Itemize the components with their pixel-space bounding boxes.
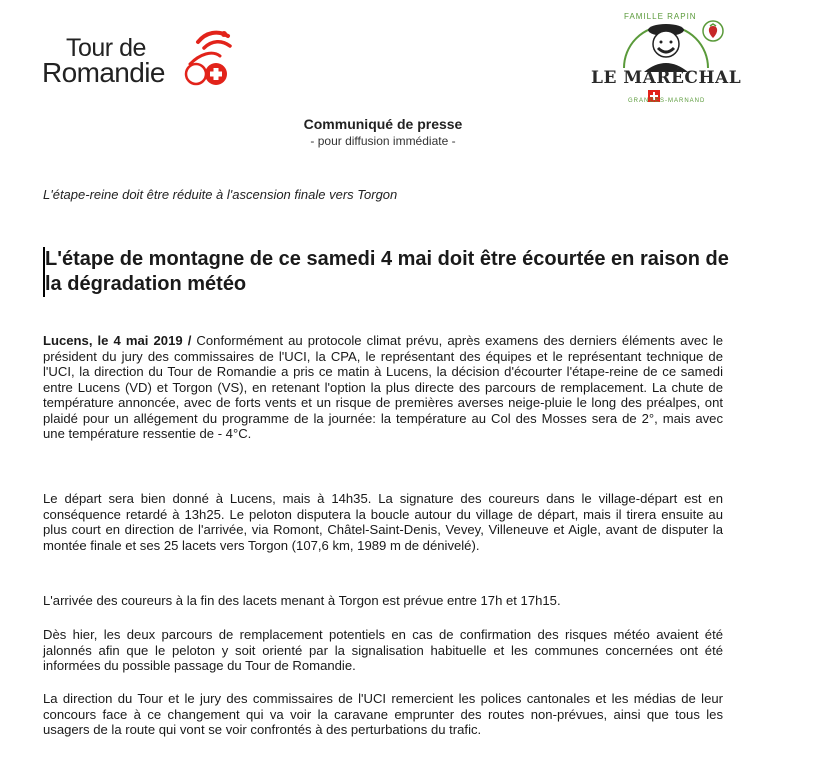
granges-marnand-label: GRANGES-MARNAND — [628, 98, 706, 104]
lead-line: L'étape-reine doit être réduite à l'ascension finale vers Torgon — [43, 187, 398, 202]
paragraph-1 — [43, 333, 723, 442]
paragraph-2: Le départ sera bien donné à Lucens, mais à 14h35. La signature des coureurs dans le village-départ est en conséquence retardé à 13h25. Le peloton disputera la boucle autour du village de départ, mais il tirera ensuite au plus court en direction de l'arrivée, via Romont, Châtel-Saint-Denis, Vevey, Villeneuve et Aigle, avant de disputer la montée finale et ses 25 lacets vers Torgon (107,6 km, 1989 m de dénivelé). — [43, 491, 723, 553]
press-release-title: Communiqué de presse — [303, 116, 463, 132]
le-marechal-title: LE MARÉCHAL — [591, 68, 742, 88]
paragraph-5: La direction du Tour et le jury des commissaires de l'UCI remercient les polices cantonales et les médias de leur concours face à ce changement qui va voir la caravane emprunter des routes non-prévues, ainsi que tous les usagers de la route qui vont se voir confrontés à des perturbations du trafic. — [43, 691, 723, 737]
logo-line-romandie: Romandie — [42, 57, 165, 88]
farmer-portrait-icon — [616, 16, 716, 72]
press-release-subtitle: - pour diffusion immédiate - — [310, 134, 456, 148]
paragraph-4: Dès hier, les deux parcours de remplacement potentiels en cas de confirmation des risques météo avaient été jalonnés afin que le peloton y soit orienté par la signalisation habituelle et les communes concernées ont été informées du possible passage du Tour de Romandie. — [43, 627, 723, 673]
headline: L'étape de montagne de ce samedi 4 mai doit être écourtée en raison de la dégradation météo — [43, 247, 745, 297]
paragraph-1-text: Conformément au protocole climat prévu, après examens des derniers éléments avec le président du jury des commissaires de l'UCI, la CPA, le représentant des équipes et le représentant technique de l'UCI, la direction du Tour de Romandie a pris ce matin à Lucens, la décision d'écourter l'étape-reine de ce samedi entre Lucens (VD) et Torgon (VS), en retenant l'option la plus directe des parcours de remplacement. La chute de température annoncée, avec de forts vents et un risque de premières averses neige-pluie le long des préalpes, ont plaidé pour un allégement du programme de la journée: la température au Col des Mosses sera de 2°, mais avec une température ressentie de - 4°C. — [43, 333, 724, 441]
famille-rapin-label: FAMILLE RAPIN — [624, 12, 697, 21]
dateline: Lucens, le 4 mai 2019 / — [43, 333, 192, 348]
tour-de-romandie-logo — [40, 26, 240, 96]
paragraph-3: L'arrivée des coureurs à la fin des lacets menant à Torgon est prévue entre 17h et 17h15. — [43, 593, 561, 608]
logo-line-tour-de: Tour de — [66, 34, 146, 62]
le-marechal-logo — [586, 10, 746, 114]
strawberry-badge-icon — [702, 20, 724, 42]
cyclist-swiss-cross-icon — [160, 26, 240, 90]
